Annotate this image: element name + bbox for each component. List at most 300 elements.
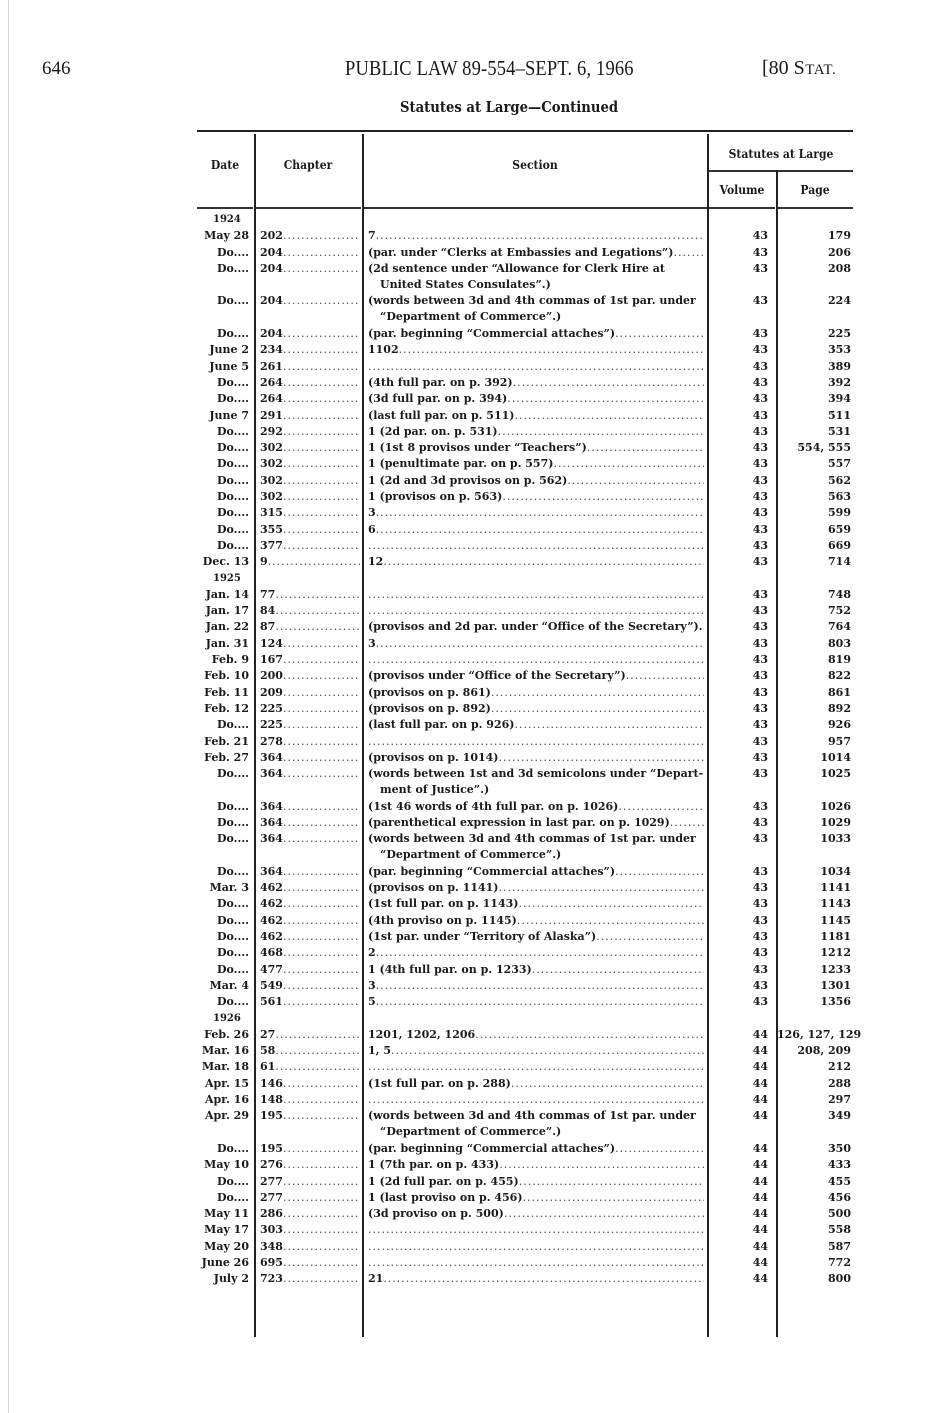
section-text: 1 (4th full par. on p. 1233) xyxy=(368,962,532,976)
table-row xyxy=(197,701,853,717)
date-cell: Do.... xyxy=(216,1141,249,1155)
dot-leader xyxy=(475,1027,704,1043)
volume-cell: 43 xyxy=(752,522,768,536)
chapter-number: 377 xyxy=(260,538,283,552)
table-row xyxy=(197,766,853,799)
chapter-number: 364 xyxy=(260,767,283,781)
date-cell: Do.... xyxy=(216,1174,249,1188)
dot-leader xyxy=(283,505,360,521)
section-cell xyxy=(368,766,704,798)
header-page: Page xyxy=(800,183,830,197)
table-row xyxy=(197,636,853,652)
chapter-cell xyxy=(260,1157,360,1173)
dot-leader xyxy=(283,359,360,375)
chapter-number: 355 xyxy=(260,522,283,536)
year-row xyxy=(197,1011,853,1027)
chapter-cell xyxy=(260,261,360,277)
dot-leader xyxy=(626,668,704,684)
section-cell xyxy=(368,293,704,325)
date-cell: Do.... xyxy=(216,522,249,536)
page-cell: 1029 xyxy=(820,815,851,829)
chapter-number: 302 xyxy=(260,457,283,471)
section-cell xyxy=(368,913,704,929)
dot-leader xyxy=(283,978,360,994)
date-cell: Do.... xyxy=(216,799,249,813)
chapter-cell xyxy=(260,1076,360,1092)
section-text: 7 xyxy=(368,229,376,243)
section-text: 3 xyxy=(368,506,376,520)
date-cell: Feb. 26 xyxy=(204,1027,249,1041)
table-row xyxy=(197,1271,853,1287)
section-cell xyxy=(368,261,704,293)
chapter-cell xyxy=(260,1092,360,1108)
page-cell: 558 xyxy=(828,1223,851,1237)
date-cell: Do.... xyxy=(216,490,249,504)
dot-leader xyxy=(283,473,360,489)
dot-leader xyxy=(368,1239,704,1255)
section-text: (last full par. on p. 926) xyxy=(368,718,515,732)
section-text: 1 (2d par. on. p. 531) xyxy=(368,424,498,438)
page-cell: 764 xyxy=(828,620,851,634)
table-row xyxy=(197,880,853,896)
chapter-number: 549 xyxy=(260,978,283,992)
chapter-cell xyxy=(260,1059,360,1075)
volume-cell: 43 xyxy=(752,685,768,699)
dot-leader xyxy=(283,994,360,1010)
running-head xyxy=(0,54,947,84)
date-cell: Mar. 16 xyxy=(201,1044,249,1058)
dot-leader xyxy=(283,1239,360,1255)
section-text: (par. beginning “Commercial attaches”) xyxy=(368,864,616,878)
dot-leader xyxy=(283,945,360,961)
section-text: 1102 xyxy=(368,343,399,357)
chapter-cell xyxy=(260,1239,360,1255)
chapter-cell xyxy=(260,717,360,733)
chapter-cell xyxy=(260,228,360,244)
dot-leader xyxy=(499,1157,704,1173)
section-cell xyxy=(368,1157,704,1173)
chapter-cell xyxy=(260,799,360,815)
volume-cell: 43 xyxy=(752,701,768,715)
section-text: (words between 3d and 4th commas of 1st par. under xyxy=(368,1109,696,1123)
section-text: (par. beginning “Commercial attaches”) xyxy=(368,327,616,341)
page-cell: 1181 xyxy=(820,930,851,944)
page-cell: 1141 xyxy=(820,881,851,895)
volume-cell: 43 xyxy=(752,261,768,275)
volume-cell: 43 xyxy=(752,555,768,569)
chapter-cell xyxy=(260,864,360,880)
date-cell: Apr. 16 xyxy=(205,1093,249,1107)
date-cell: Do.... xyxy=(216,767,249,781)
header-chapter: Chapter xyxy=(283,158,333,172)
volume-cell: 43 xyxy=(752,359,768,373)
dot-leader xyxy=(283,342,360,358)
date-cell: Do.... xyxy=(216,457,249,471)
date-cell: Do.... xyxy=(216,1190,249,1204)
page-cell: 1014 xyxy=(820,750,851,764)
date-cell: Do.... xyxy=(216,832,249,846)
dot-leader xyxy=(283,750,360,766)
section-text: (provisos on p. 861) xyxy=(368,685,491,699)
section-text: (words between 3d and 4th commas of 1st par. under xyxy=(368,832,696,846)
table-row xyxy=(197,342,853,358)
volume-cell: 44 xyxy=(752,1109,768,1123)
section-text: 1 (1st 8 provisos under “Teachers”) xyxy=(368,441,587,455)
chapter-cell xyxy=(260,962,360,978)
chapter-number: 146 xyxy=(260,1076,283,1090)
public-law-title: PUBLIC LAW 89-554–SEPT. 6, 1966 xyxy=(345,56,634,80)
dot-leader xyxy=(283,1271,360,1287)
section-text: 3 xyxy=(368,978,376,992)
dot-leader xyxy=(268,554,360,570)
page-cell: 511 xyxy=(828,408,851,422)
section-text: 21 xyxy=(368,1272,384,1286)
dot-leader xyxy=(283,1190,360,1206)
dot-leader xyxy=(399,342,704,358)
table-row xyxy=(197,929,853,945)
chapter-number: 200 xyxy=(260,669,283,683)
chapter-number: 462 xyxy=(260,897,283,911)
table-row xyxy=(197,978,853,994)
section-cell xyxy=(368,1174,704,1190)
section-text: (parenthetical expression in last par. on p. 1029) xyxy=(368,815,670,829)
section-text: 12 xyxy=(368,555,384,569)
chapter-cell xyxy=(260,245,360,261)
chapter-cell xyxy=(260,880,360,896)
dot-leader xyxy=(283,489,360,505)
section-text: (par. beginning “Commercial attaches”) xyxy=(368,1141,616,1155)
volume-cell: 43 xyxy=(752,424,768,438)
section-text: (3d proviso on p. 500) xyxy=(368,1207,504,1221)
chapter-cell xyxy=(260,554,360,570)
volume-cell: 44 xyxy=(752,1060,768,1074)
section-text: (4th full par. on p. 392) xyxy=(368,375,513,389)
page-cell: 349 xyxy=(828,1109,851,1123)
chapter-number: 364 xyxy=(260,750,283,764)
date-cell: Do.... xyxy=(216,962,249,976)
dot-leader xyxy=(283,831,360,847)
section-cell xyxy=(368,619,704,635)
chapter-cell xyxy=(260,424,360,440)
section-cell xyxy=(368,701,704,717)
table-row xyxy=(197,652,853,668)
chapter-number: 264 xyxy=(260,375,283,389)
chapter-number: 195 xyxy=(260,1109,283,1123)
dot-leader xyxy=(368,1222,704,1238)
volume-cell: 43 xyxy=(752,294,768,308)
chapter-cell xyxy=(260,701,360,717)
page-cell: 1025 xyxy=(820,767,851,781)
dot-leader xyxy=(532,962,704,978)
table-row xyxy=(197,750,853,766)
volume-cell: 43 xyxy=(752,604,768,618)
date-cell: June 26 xyxy=(201,1256,249,1269)
chapter-number: 277 xyxy=(260,1190,283,1204)
section-cell xyxy=(368,945,704,961)
page-cell: 659 xyxy=(828,522,851,536)
volume-cell: 43 xyxy=(752,343,768,357)
table-row xyxy=(197,456,853,472)
page-cell: 456 xyxy=(828,1190,851,1204)
date-cell: Mar. 3 xyxy=(209,881,249,895)
dot-leader xyxy=(283,734,360,750)
chapter-number: 276 xyxy=(260,1158,283,1172)
section-text: 2 xyxy=(368,946,376,960)
date-cell: Do.... xyxy=(216,261,249,275)
chapter-number: 204 xyxy=(260,294,283,308)
volume-cell: 43 xyxy=(752,815,768,829)
dot-leader xyxy=(283,1141,360,1157)
section-cell xyxy=(368,1027,704,1043)
table-row xyxy=(197,962,853,978)
volume-cell: 43 xyxy=(752,913,768,927)
section-cell xyxy=(368,896,704,912)
dot-leader xyxy=(283,245,360,261)
dot-leader xyxy=(703,619,704,635)
section-cell xyxy=(368,587,704,603)
header-bottom-rule xyxy=(709,207,775,209)
page-cell: 212 xyxy=(828,1060,851,1074)
dot-leader xyxy=(491,701,704,717)
date-cell: Feb. 9 xyxy=(211,653,249,667)
volume-cell: 43 xyxy=(752,881,768,895)
volume-reference xyxy=(762,57,836,80)
table-row xyxy=(197,685,853,701)
volume-cell: 43 xyxy=(752,538,768,552)
chapter-cell xyxy=(260,636,360,652)
section-text: (1st full par. on p. 288) xyxy=(368,1076,511,1090)
page-cell: 531 xyxy=(828,424,851,438)
section-cell xyxy=(368,717,704,733)
header-bottom-rule xyxy=(197,207,253,209)
page-cell: 1033 xyxy=(820,832,851,846)
date-cell: Do.... xyxy=(216,946,249,960)
section-cell xyxy=(368,473,704,489)
dot-leader xyxy=(615,326,704,342)
dot-leader xyxy=(283,408,360,424)
dot-leader xyxy=(376,994,704,1010)
page-cell: 562 xyxy=(828,473,851,487)
chapter-cell xyxy=(260,896,360,912)
volume-cell: 44 xyxy=(752,1158,768,1172)
chapter-cell xyxy=(260,1222,360,1238)
section-text: (provisos on p. 1141) xyxy=(368,881,499,895)
section-cell xyxy=(368,505,704,521)
dot-leader xyxy=(283,864,360,880)
section-text: (provisos on p. 1014) xyxy=(368,750,499,764)
dot-leader xyxy=(283,1108,360,1124)
page-cell: 1212 xyxy=(820,946,851,960)
date-cell: May 17 xyxy=(204,1223,249,1237)
volume-cell: 43 xyxy=(752,392,768,406)
volume-cell: 43 xyxy=(752,995,768,1009)
volume-cell: 43 xyxy=(752,864,768,878)
date-cell: Do.... xyxy=(216,864,249,878)
table-row xyxy=(197,668,853,684)
chapter-number: 234 xyxy=(260,343,283,357)
chapter-number: 348 xyxy=(260,1239,283,1253)
section-cell xyxy=(368,342,704,358)
dot-leader xyxy=(553,456,704,472)
volume-cell: 44 xyxy=(752,1044,768,1058)
header-bottom-rule xyxy=(777,207,853,209)
dot-leader xyxy=(376,505,704,521)
section-text: 1 (7th par. on p. 433) xyxy=(368,1158,500,1172)
dot-leader xyxy=(283,1222,360,1238)
section-cell xyxy=(368,1043,704,1059)
section-cell xyxy=(368,994,704,1010)
table-row xyxy=(197,359,853,375)
chapter-cell xyxy=(260,734,360,750)
page-cell: 748 xyxy=(828,587,851,601)
chapter-number: 723 xyxy=(260,1272,283,1286)
date-cell: Jan. 14 xyxy=(205,587,249,601)
chapter-number: 277 xyxy=(260,1174,283,1188)
section-text: 3 xyxy=(368,636,376,650)
chapter-number: 278 xyxy=(260,734,283,748)
date-cell: Do.... xyxy=(216,327,249,341)
header-date: Date xyxy=(210,158,240,172)
section-cell xyxy=(368,864,704,880)
volume-cell: 43 xyxy=(752,718,768,732)
section-text: (words between 3d and 4th commas of 1st par. under xyxy=(368,294,696,308)
chapter-cell xyxy=(260,766,360,782)
dot-leader xyxy=(670,815,704,831)
dot-leader xyxy=(368,734,704,750)
dot-leader xyxy=(519,1174,704,1190)
page-cell: 861 xyxy=(828,685,851,699)
table-row xyxy=(197,1190,853,1206)
chapter-cell xyxy=(260,440,360,456)
chapter-number: 58 xyxy=(260,1044,276,1058)
section-text: 1 (last proviso on p. 456) xyxy=(368,1190,523,1204)
dot-leader xyxy=(283,261,360,277)
page-edge xyxy=(8,0,9,1413)
section-text: (words between 1st and 3d semicolons under “Depart- xyxy=(368,767,704,781)
date-cell: Feb. 21 xyxy=(204,734,249,748)
section-cell xyxy=(368,1222,704,1238)
dot-leader xyxy=(283,815,360,831)
page-cell: 224 xyxy=(828,294,851,308)
dot-leader xyxy=(368,538,704,554)
table-row xyxy=(197,522,853,538)
dot-leader xyxy=(275,587,360,603)
volume-cell: 43 xyxy=(752,587,768,601)
section-text: 1 (penultimate par. on p. 557) xyxy=(368,457,554,471)
dot-leader xyxy=(275,1059,360,1075)
table-row xyxy=(197,1043,853,1059)
section-text: “Department of Commerce”.) xyxy=(380,1125,562,1139)
dot-leader xyxy=(507,391,704,407)
dot-leader xyxy=(275,619,360,635)
section-text: 5 xyxy=(368,995,376,1009)
section-cell xyxy=(368,1271,704,1287)
dot-leader xyxy=(502,489,704,505)
page-cell: 288 xyxy=(828,1076,851,1090)
date-cell: Do.... xyxy=(216,473,249,487)
section-text: (3d full par. on p. 394) xyxy=(368,392,508,406)
dot-leader xyxy=(275,603,360,619)
volume-cell: 44 xyxy=(752,1190,768,1204)
dot-leader xyxy=(283,929,360,945)
page-cell: 208 xyxy=(828,261,851,275)
dot-leader xyxy=(283,799,360,815)
dot-leader xyxy=(283,766,360,782)
dot-leader xyxy=(368,603,704,619)
dot-leader xyxy=(587,440,704,456)
header-group-rule xyxy=(708,170,853,172)
page-cell: 1356 xyxy=(820,995,851,1009)
chapter-number: 315 xyxy=(260,506,283,520)
table-row xyxy=(197,505,853,521)
chapter-cell xyxy=(260,587,360,603)
table-row xyxy=(197,538,853,554)
volume-cell: 43 xyxy=(752,930,768,944)
date-cell: Do.... xyxy=(216,245,249,259)
table-row xyxy=(197,896,853,912)
volume-cell: 43 xyxy=(752,799,768,813)
section-text: 1 (provisos on p. 563) xyxy=(368,490,503,504)
chapter-number: 204 xyxy=(260,327,283,341)
volume-ref-abbrev: STAT. xyxy=(793,57,837,79)
section-text: (1st 46 words of 4th full par. on p. 1026) xyxy=(368,799,619,813)
table-row xyxy=(197,994,853,1010)
page-cell: 892 xyxy=(828,701,851,715)
section-cell xyxy=(368,880,704,896)
page-cell: 389 xyxy=(828,359,851,373)
date-cell: Do.... xyxy=(216,995,249,1009)
dot-leader xyxy=(368,1255,704,1271)
chapter-number: 303 xyxy=(260,1223,283,1237)
table-row xyxy=(197,1141,853,1157)
dot-leader xyxy=(615,1141,704,1157)
date-cell: Do.... xyxy=(216,913,249,927)
chapter-number: 261 xyxy=(260,359,283,373)
dot-leader xyxy=(283,880,360,896)
volume-cell: 43 xyxy=(752,473,768,487)
table-row xyxy=(197,717,853,733)
section-text: (1st full par. on p. 1143) xyxy=(368,897,519,911)
dot-leader xyxy=(511,1076,704,1092)
page-cell: 554, 555 xyxy=(797,441,851,455)
date-cell: June 7 xyxy=(209,408,249,422)
date-cell: Mar. 4 xyxy=(209,978,249,992)
dot-leader xyxy=(283,440,360,456)
dot-leader xyxy=(504,1206,704,1222)
date-cell: Do.... xyxy=(216,930,249,944)
page-cell: 587 xyxy=(828,1239,851,1253)
chapter-number: 167 xyxy=(260,653,283,667)
chapter-number: 148 xyxy=(260,1093,283,1107)
dot-leader xyxy=(499,880,705,896)
dot-leader xyxy=(391,1043,704,1059)
chapter-number: 204 xyxy=(260,245,283,259)
chapter-cell xyxy=(260,293,360,309)
dot-leader xyxy=(283,538,360,554)
chapter-number: 225 xyxy=(260,718,283,732)
chapter-cell xyxy=(260,505,360,521)
chapter-number: 364 xyxy=(260,799,283,813)
table-row xyxy=(197,1222,853,1238)
dot-leader xyxy=(368,652,704,668)
chapter-number: 364 xyxy=(260,864,283,878)
table-row xyxy=(197,603,853,619)
date-cell: Do.... xyxy=(216,424,249,438)
dot-leader xyxy=(283,1076,360,1092)
chapter-cell xyxy=(260,1141,360,1157)
chapter-number: 695 xyxy=(260,1256,283,1269)
dot-leader xyxy=(513,375,704,391)
